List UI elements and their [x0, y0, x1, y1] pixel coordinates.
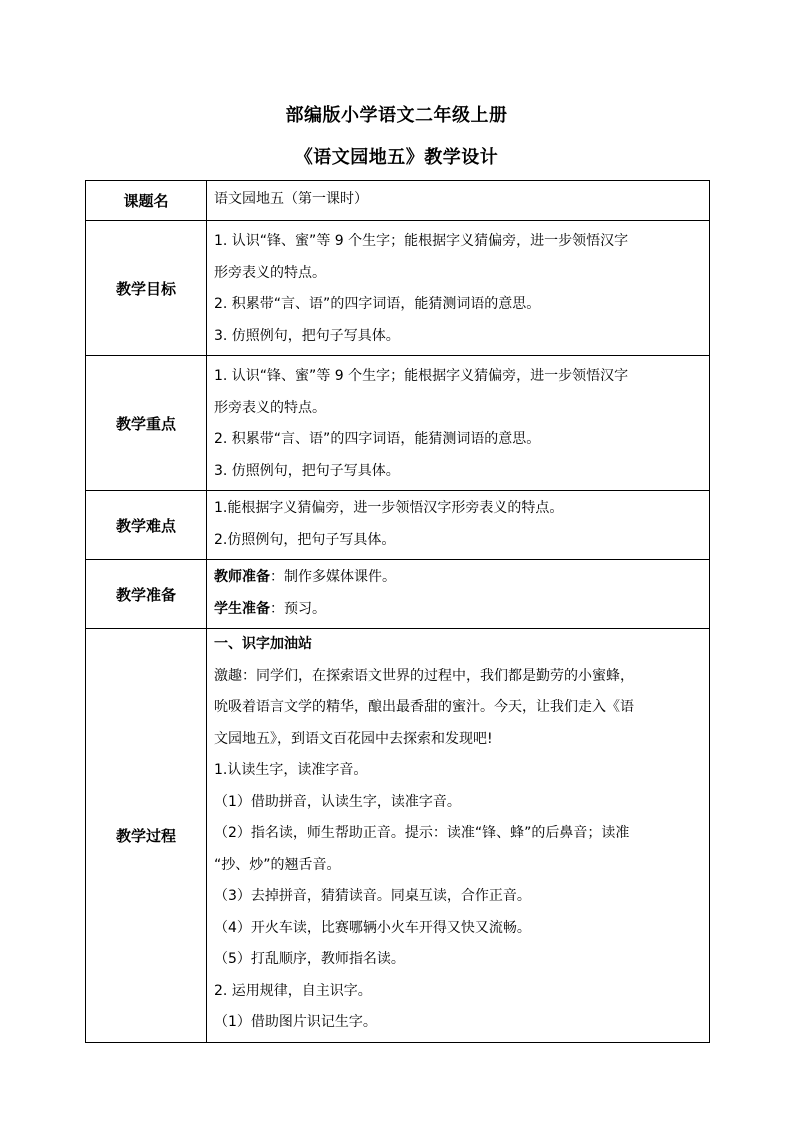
difficulties-line: 1.能根据字义猜偏旁，进一步领悟汉字形旁表义的特点。	[214, 500, 564, 516]
row-key-points	[86, 356, 710, 491]
label-topic: 课题名	[86, 181, 207, 221]
key-points-line: 1. 认识“锋、蜜”等 9 个生字；能根据字义猜偏旁，进一步领悟汉字	[214, 368, 629, 384]
topic-text: 语文园地五（第一课时）	[214, 191, 368, 208]
lesson-plan-table	[85, 180, 710, 1043]
value-key-points	[207, 356, 710, 491]
row-goals	[86, 221, 710, 356]
value-topic	[207, 181, 710, 221]
process-line: 文园地五》，到语文百花园中去探索和发现吧!	[214, 730, 493, 747]
document-title: 部编版小学语文二年级上册	[285, 105, 508, 126]
student-preparation	[214, 594, 703, 626]
difficulties-line: 2.仿照例句，把句子写具体。	[214, 531, 396, 548]
student-preparation-label: 学生准备	[214, 600, 270, 617]
process-line: 2. 运用规律，自主识字。	[214, 982, 372, 999]
document-subtitle: 《语文园地五》教学设计	[294, 147, 499, 168]
process-line: 激趣：同学们，在探索语文世界的过程中，我们都是勤劳的小蜜蜂，	[214, 667, 634, 684]
teacher-preparation-label: 教师准备	[214, 569, 270, 585]
row-topic	[86, 181, 710, 221]
teacher-preparation-text: ：制作多媒体课件。	[270, 569, 396, 585]
value-process	[207, 629, 710, 1043]
label-goals: 教学目标	[86, 221, 207, 356]
label-key-points: 教学重点	[86, 356, 207, 491]
process-line: （1）借助拼音，认读生字，读准字音。	[214, 793, 461, 810]
value-goals	[207, 221, 710, 356]
goals-line: 形旁表义的特点。	[214, 264, 326, 281]
process-line: 1.认读生字，读准字音。	[214, 762, 368, 778]
process-line: （5）打乱顺序，教师指名读。	[214, 951, 405, 967]
key-points-line: 形旁表义的特点。	[214, 399, 326, 416]
value-difficulties	[207, 491, 710, 560]
key-points-line: 2. 积累带“言、语”的四字词语，能猜测词语的意思。	[214, 431, 541, 447]
process-line: （1）借助图片识记生字。	[214, 1014, 377, 1030]
row-process	[86, 629, 710, 1043]
process-line: （4）开火车读，比赛哪辆小火车开得又快又流畅。	[214, 919, 531, 936]
goals-line: 2. 积累带“言、语”的四字词语，能猜测词语的意思。	[214, 296, 541, 312]
key-points-line: 3. 仿照例句，把句子写具体。	[214, 462, 400, 479]
goals-line: 3. 仿照例句，把句子写具体。	[214, 327, 400, 344]
goals-line: 1. 认识“锋、蜜”等 9 个生字；能根据字义猜偏旁，进一步领悟汉字	[214, 233, 629, 249]
process-line: 吮吸着语言文学的精华，酿出最香甜的蜜汁。今天，让我们走入《语	[214, 699, 634, 715]
value-preparation	[207, 560, 710, 629]
process-line: “抄、炒”的翘舌音。	[214, 856, 341, 873]
row-preparation	[86, 560, 710, 629]
label-difficulties: 教学难点	[86, 491, 207, 560]
process-section-title: 一、识字加油站	[214, 636, 312, 652]
label-preparation: 教学准备	[86, 560, 207, 629]
teacher-preparation	[214, 562, 703, 594]
label-process: 教学过程	[86, 629, 207, 1043]
student-preparation-text: ：预习。	[270, 600, 326, 617]
process-line: （2）指名读，师生帮助正音。提示：读准“锋、蜂”的后鼻音；读准	[214, 825, 630, 841]
process-line: （3）去掉拼音，猜猜读音。同桌互读，合作正音。	[214, 888, 531, 904]
row-difficulties	[86, 491, 710, 560]
